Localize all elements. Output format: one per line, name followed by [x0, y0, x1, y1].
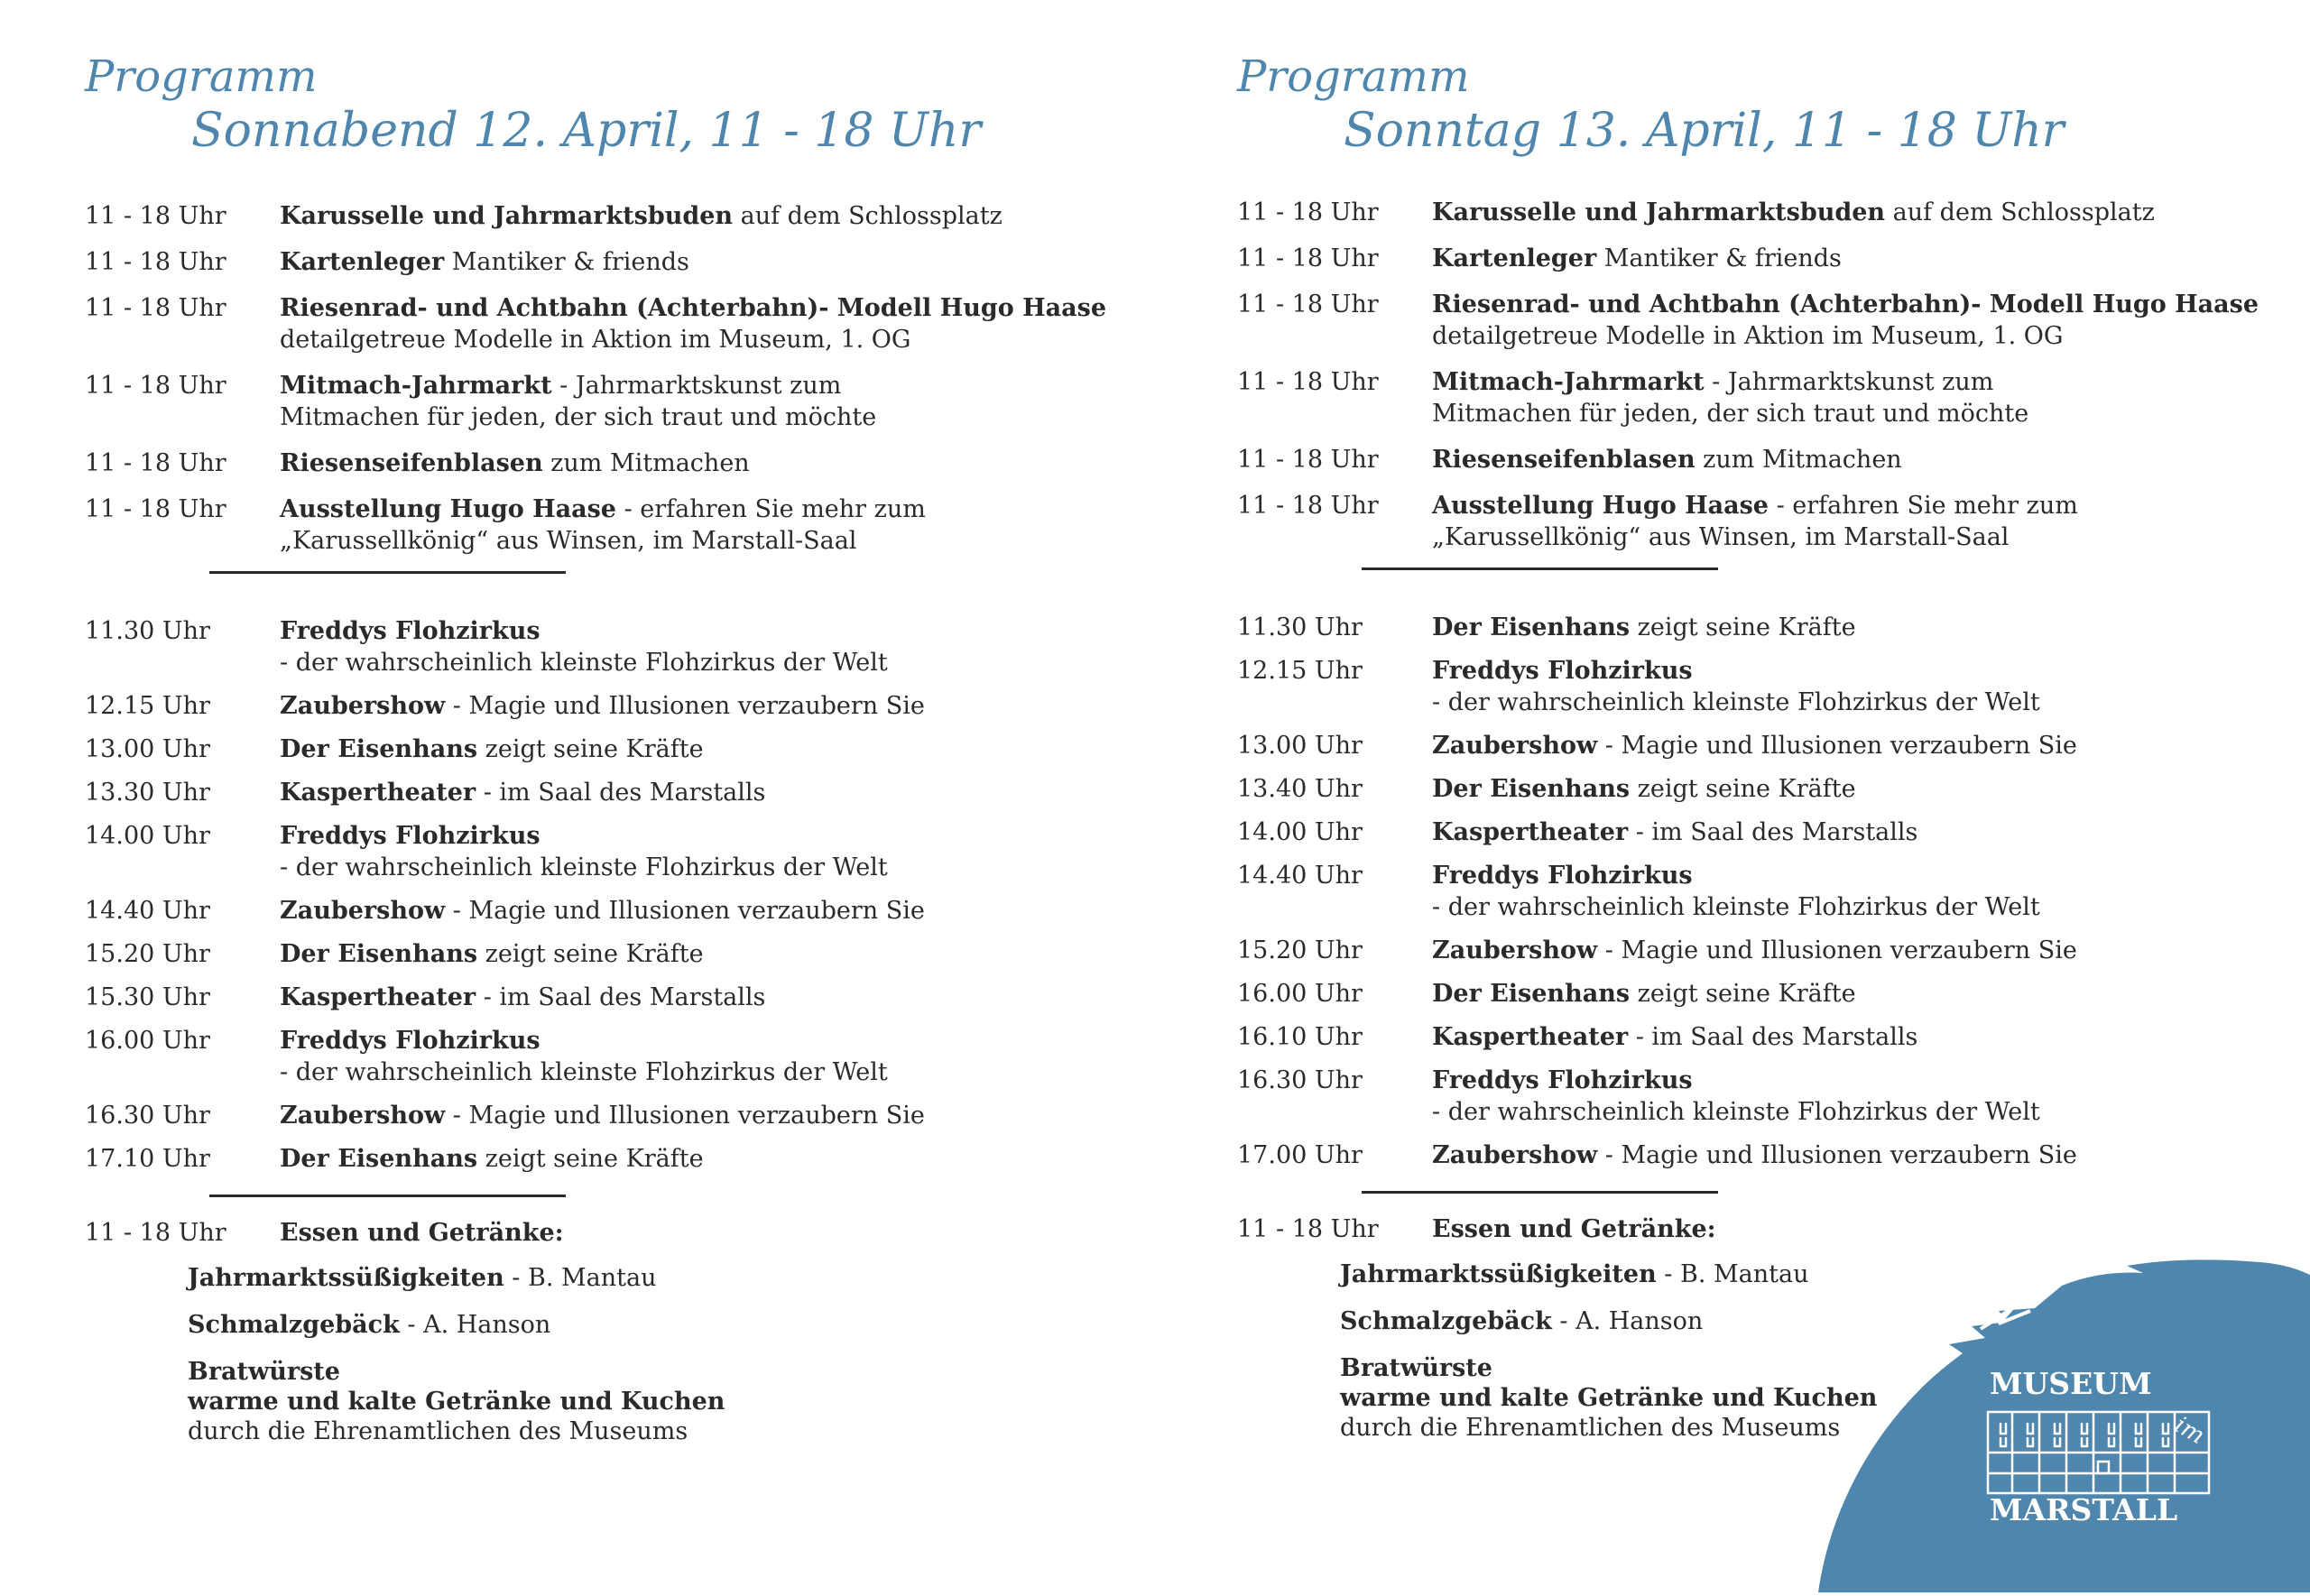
- event-title: Der Eisenhans: [280, 735, 478, 763]
- event-subline: - der wahrscheinlich kleinste Flohzirkus der Welt: [1432, 688, 2040, 716]
- event-detail: zeigt seine Kräfte: [1630, 613, 1856, 641]
- event-description: [280, 820, 1150, 883]
- event-title: Freddys Flohzirkus: [1432, 862, 1693, 890]
- event-row: [1237, 860, 2302, 923]
- logo-text-marstall: MARSTALL: [1990, 1492, 2178, 1527]
- logo-text-museum: MUSEUM: [1990, 1366, 2152, 1401]
- event-time: 11 - 18 Uhr: [85, 248, 226, 276]
- event-time: 13.40 Uhr: [1237, 775, 1363, 803]
- event-time: 11.30 Uhr: [85, 617, 210, 645]
- event-row: [85, 200, 1150, 232]
- event-title: Der Eisenhans: [1432, 980, 1631, 1008]
- event-row: [85, 938, 1150, 970]
- food-item-vendor: - A. Hanson: [1551, 1307, 1704, 1335]
- museum-logo: [1791, 1259, 2310, 1592]
- event-detail: - erfahren Sie mehr zum: [1769, 492, 2078, 520]
- event-row: [85, 777, 1150, 808]
- event-time: 16.10 Uhr: [1237, 1023, 1363, 1051]
- event-description: [1432, 978, 2302, 1010]
- food-item-name: warme und kalte Getränke und Kuchen: [1340, 1384, 1878, 1412]
- event-description: [1432, 730, 2302, 761]
- program-heading: [1237, 50, 2065, 158]
- event-detail: - im Saal des Marstalls: [476, 779, 766, 807]
- event-detail: - im Saal des Marstalls: [1628, 1023, 1918, 1051]
- event-detail: - Jahrmarktskunst zum: [1704, 368, 1994, 396]
- event-description: [280, 777, 1150, 808]
- event-time: 16.30 Uhr: [85, 1102, 210, 1130]
- event-title: Zaubershow: [280, 692, 446, 720]
- event-description: [1432, 816, 2302, 848]
- event-detail: zeigt seine Kräfte: [1630, 980, 1856, 1008]
- event-row: [85, 820, 1150, 883]
- event-subline: - der wahrscheinlich kleinste Flohzirkus der Welt: [1432, 1098, 2040, 1126]
- event-time: 15.30 Uhr: [85, 983, 210, 1011]
- event-detail: - erfahren Sie mehr zum: [616, 495, 926, 523]
- food-header: [85, 1217, 1150, 1249]
- food-title: Essen und Getränke:: [280, 1219, 564, 1247]
- heading-date: Sonntag 13. April, 11 - 18 Uhr: [1344, 104, 2065, 158]
- event-detail: Mantiker & friends: [1596, 244, 1842, 272]
- event-time: 15.20 Uhr: [85, 940, 210, 968]
- food-item-name: Bratwürste: [188, 1358, 340, 1386]
- divider: [209, 1195, 566, 1197]
- event-time: 12.15 Uhr: [1237, 657, 1363, 685]
- event-title: Der Eisenhans: [280, 940, 478, 968]
- event-time: 16.00 Uhr: [1237, 980, 1363, 1008]
- all-day-events: [85, 200, 1150, 557]
- food-item-name: Bratwürste: [1340, 1354, 1492, 1382]
- event-row: [85, 447, 1150, 479]
- event-description: [1432, 655, 2302, 718]
- event-title: Kaspertheater: [280, 983, 476, 1011]
- event-row: [1237, 444, 2302, 475]
- all-day-events: [1237, 197, 2302, 553]
- event-row: [1237, 1139, 2302, 1171]
- event-row: [1237, 243, 2302, 274]
- event-title: Karusselle und Jahrmarktsbuden: [1432, 198, 1886, 226]
- event-row: [85, 370, 1150, 433]
- event-description: [280, 246, 1150, 278]
- event-detail: - im Saal des Marstalls: [1628, 818, 1918, 846]
- event-title: Freddys Flohzirkus: [280, 1027, 541, 1055]
- event-description: [280, 690, 1150, 722]
- event-description: [1432, 1139, 2302, 1171]
- event-description: [1432, 289, 2302, 352]
- event-row: [85, 895, 1150, 927]
- event-detail: - Magie und Illusionen verzaubern Sie: [445, 1102, 925, 1130]
- food-item-name: warme und kalte Getränke und Kuchen: [188, 1388, 725, 1416]
- divider: [209, 571, 566, 574]
- event-row: [1237, 655, 2302, 718]
- event-description: [1432, 490, 2302, 553]
- food-item: [188, 1357, 1150, 1446]
- event-time: 11 - 18 Uhr: [85, 1219, 226, 1247]
- event-row: [1237, 935, 2302, 966]
- event-time: 11 - 18 Uhr: [1237, 198, 1379, 226]
- event-description: [1432, 773, 2302, 805]
- event-detail: auf dem Schlossplatz: [733, 202, 1003, 230]
- event-description: [1432, 1021, 2302, 1053]
- event-row: [85, 733, 1150, 765]
- event-time: 11 - 18 Uhr: [1237, 244, 1379, 272]
- event-time: 11 - 18 Uhr: [1237, 1215, 1379, 1243]
- event-time: 13.00 Uhr: [85, 735, 210, 763]
- event-subline: - der wahrscheinlich kleinste Flohzirkus der Welt: [1432, 893, 2040, 921]
- food-item: [188, 1263, 1150, 1293]
- event-detail: zum Mitmachen: [1695, 446, 1902, 474]
- event-title: Zaubershow: [1432, 732, 1598, 760]
- event-row: [1237, 289, 2302, 352]
- divider: [1362, 567, 1718, 570]
- event-title: Der Eisenhans: [280, 1145, 478, 1173]
- food-header: [1237, 1213, 2302, 1245]
- logo-text-im: im: [2169, 1411, 2210, 1450]
- event-title: Mitmach-Jahrmarkt: [1432, 368, 1705, 396]
- event-time: 17.10 Uhr: [85, 1145, 210, 1173]
- event-title: Der Eisenhans: [1432, 775, 1631, 803]
- event-time: 11 - 18 Uhr: [85, 495, 226, 523]
- event-title: Zaubershow: [1432, 1141, 1598, 1169]
- event-detail: zeigt seine Kräfte: [477, 1145, 704, 1173]
- food-item-name: Jahrmarktssüßigkeiten: [188, 1264, 504, 1292]
- event-title: Riesenrad- und Achtbahn (Achterbahn)- Modell Hugo Haase: [280, 294, 1107, 322]
- event-row: [85, 292, 1150, 355]
- event-row: [1237, 773, 2302, 805]
- event-title: Kaspertheater: [1432, 1023, 1629, 1051]
- event-time: 15.20 Uhr: [1237, 936, 1363, 964]
- program-heading: [85, 50, 981, 158]
- event-description: [1432, 197, 2302, 228]
- event-description: [280, 938, 1150, 970]
- event-subline: - der wahrscheinlich kleinste Flohzirkus der Welt: [280, 649, 888, 677]
- event-description: [280, 447, 1150, 479]
- event-detail: - Jahrmarktskunst zum: [551, 372, 842, 400]
- food-item-vendor: - B. Mantau: [504, 1264, 657, 1292]
- event-title: Kaspertheater: [280, 779, 476, 807]
- event-title: Riesenseifenblasen: [1432, 446, 1696, 474]
- heading-programm: Programm: [1237, 51, 1470, 102]
- event-title: Ausstellung Hugo Haase: [280, 495, 616, 523]
- event-row: [1237, 197, 2302, 228]
- food-item-name: Schmalzgebäck: [1340, 1307, 1552, 1335]
- event-description: [1432, 243, 2302, 274]
- event-time: 13.00 Uhr: [1237, 732, 1363, 760]
- event-detail: - Magie und Illusionen verzaubern Sie: [1597, 1141, 2077, 1169]
- food-item-vendor: - B. Mantau: [1656, 1260, 1809, 1288]
- event-detail: zeigt seine Kräfte: [1630, 775, 1856, 803]
- event-description: [1432, 444, 2302, 475]
- event-time: 16.00 Uhr: [85, 1027, 210, 1055]
- event-description: [280, 1100, 1150, 1131]
- event-description: [1432, 860, 2302, 923]
- event-time: 14.40 Uhr: [85, 897, 210, 925]
- food-item-name: Jahrmarktssüßigkeiten: [1340, 1260, 1657, 1288]
- event-time: 14.00 Uhr: [1237, 818, 1363, 846]
- divider: [1362, 1191, 1718, 1194]
- event-description: [280, 982, 1150, 1013]
- food-section: [85, 1217, 1150, 1446]
- event-description: [280, 733, 1150, 765]
- event-time: 11 - 18 Uhr: [85, 202, 226, 230]
- event-time: 14.00 Uhr: [85, 822, 210, 850]
- event-title: Riesenseifenblasen: [280, 449, 543, 477]
- event-subline: Mitmachen für jeden, der sich traut und möchte: [1432, 400, 2029, 428]
- event-row: [85, 1025, 1150, 1088]
- event-title: Kaspertheater: [1432, 818, 1629, 846]
- event-detail: zeigt seine Kräfte: [477, 940, 704, 968]
- event-row: [85, 1143, 1150, 1175]
- event-description: [280, 292, 1150, 355]
- event-time: 11 - 18 Uhr: [85, 372, 226, 400]
- event-title: Kartenleger: [280, 248, 445, 276]
- event-time: 11.30 Uhr: [1237, 613, 1363, 641]
- event-subline: detailgetreue Modelle in Aktion im Museum, 1. OG: [1432, 322, 2064, 350]
- schedule: [85, 200, 1150, 1463]
- event-title: Zaubershow: [280, 897, 446, 925]
- event-row: [85, 1100, 1150, 1131]
- event-row: [1237, 816, 2302, 848]
- brush-stroke: [1818, 1259, 2310, 1592]
- food-item: [188, 1310, 1150, 1340]
- heading-programm: Programm: [85, 51, 318, 102]
- event-time: 11 - 18 Uhr: [1237, 492, 1379, 520]
- event-detail: zeigt seine Kräfte: [477, 735, 704, 763]
- event-time: 13.30 Uhr: [85, 779, 210, 807]
- event-title: Riesenrad- und Achtbahn (Achterbahn)- Modell Hugo Haase: [1432, 291, 2259, 318]
- event-description: [280, 370, 1150, 433]
- event-row: [85, 982, 1150, 1013]
- event-title: Zaubershow: [1432, 936, 1598, 964]
- event-row: [85, 246, 1150, 278]
- event-row: [85, 690, 1150, 722]
- event-description: [280, 895, 1150, 927]
- event-title: Freddys Flohzirkus: [1432, 1066, 1693, 1094]
- event-time: 17.00 Uhr: [1237, 1141, 1363, 1169]
- event-detail: - Magie und Illusionen verzaubern Sie: [445, 692, 925, 720]
- event-title: Freddys Flohzirkus: [280, 822, 541, 850]
- event-subline: - der wahrscheinlich kleinste Flohzirkus der Welt: [280, 853, 888, 881]
- event-title: Karusselle und Jahrmarktsbuden: [280, 202, 734, 230]
- event-time: 11 - 18 Uhr: [85, 449, 226, 477]
- event-subline: „Karussellkönig“ aus Winsen, im Marstall-Saal: [280, 527, 857, 555]
- event-title: Mitmach-Jahrmarkt: [280, 372, 552, 400]
- event-subline: detailgetreue Modelle in Aktion im Museum, 1. OG: [280, 326, 911, 354]
- event-description: [1432, 935, 2302, 966]
- event-detail: zum Mitmachen: [542, 449, 750, 477]
- event-subline: - der wahrscheinlich kleinste Flohzirkus der Welt: [280, 1058, 888, 1086]
- event-time: 11 - 18 Uhr: [85, 294, 226, 322]
- event-description: [280, 615, 1150, 678]
- food-item-vendor: durch die Ehrenamtlichen des Museums: [188, 1417, 688, 1445]
- food-title: Essen und Getränke:: [1432, 1215, 1716, 1243]
- event-description: [280, 1143, 1150, 1175]
- event-row: [1237, 730, 2302, 761]
- event-detail: - Magie und Illusionen verzaubern Sie: [445, 897, 925, 925]
- event-time: 16.30 Uhr: [1237, 1066, 1363, 1094]
- event-row: [1237, 1021, 2302, 1053]
- event-title: Freddys Flohzirkus: [280, 617, 541, 645]
- event-row: [1237, 612, 2302, 643]
- event-title: Kartenleger: [1432, 244, 1597, 272]
- event-description: [280, 494, 1150, 557]
- event-row: [85, 615, 1150, 678]
- food-item-vendor: - A. Hanson: [399, 1311, 551, 1339]
- event-description: [280, 200, 1150, 232]
- heading-date: Sonnabend 12. April, 11 - 18 Uhr: [191, 104, 982, 158]
- brush-stroke-logo-icon: [1791, 1259, 2310, 1592]
- event-row: [1237, 1065, 2302, 1128]
- event-time: 12.15 Uhr: [85, 692, 210, 720]
- event-time: 11 - 18 Uhr: [1237, 446, 1379, 474]
- event-title: Der Eisenhans: [1432, 613, 1631, 641]
- event-row: [1237, 490, 2302, 553]
- event-time: 11 - 18 Uhr: [1237, 291, 1379, 318]
- event-title: Zaubershow: [280, 1102, 446, 1130]
- event-description: [1432, 612, 2302, 643]
- event-row: [1237, 978, 2302, 1010]
- event-detail: auf dem Schlossplatz: [1885, 198, 2155, 226]
- timed-events: [85, 615, 1150, 1175]
- event-detail: Mantiker & friends: [444, 248, 689, 276]
- event-detail: - Magie und Illusionen verzaubern Sie: [1597, 936, 2077, 964]
- event-row: [85, 494, 1150, 557]
- event-subline: „Karussellkönig“ aus Winsen, im Marstall-Saal: [1432, 523, 2010, 551]
- event-title: Freddys Flohzirkus: [1432, 657, 1693, 685]
- timed-events: [1237, 612, 2302, 1171]
- event-detail: - im Saal des Marstalls: [476, 983, 766, 1011]
- event-time: 11 - 18 Uhr: [1237, 368, 1379, 396]
- event-time: 14.40 Uhr: [1237, 862, 1363, 890]
- event-row: [1237, 366, 2302, 429]
- event-detail: - Magie und Illusionen verzaubern Sie: [1597, 732, 2077, 760]
- event-description: [1432, 1065, 2302, 1128]
- event-description: [280, 1025, 1150, 1088]
- event-title: Ausstellung Hugo Haase: [1432, 492, 1769, 520]
- food-item-vendor: durch die Ehrenamtlichen des Museums: [1340, 1414, 1841, 1442]
- food-item-name: Schmalzgebäck: [188, 1311, 400, 1339]
- event-description: [1432, 366, 2302, 429]
- event-subline: Mitmachen für jeden, der sich traut und möchte: [280, 403, 877, 431]
